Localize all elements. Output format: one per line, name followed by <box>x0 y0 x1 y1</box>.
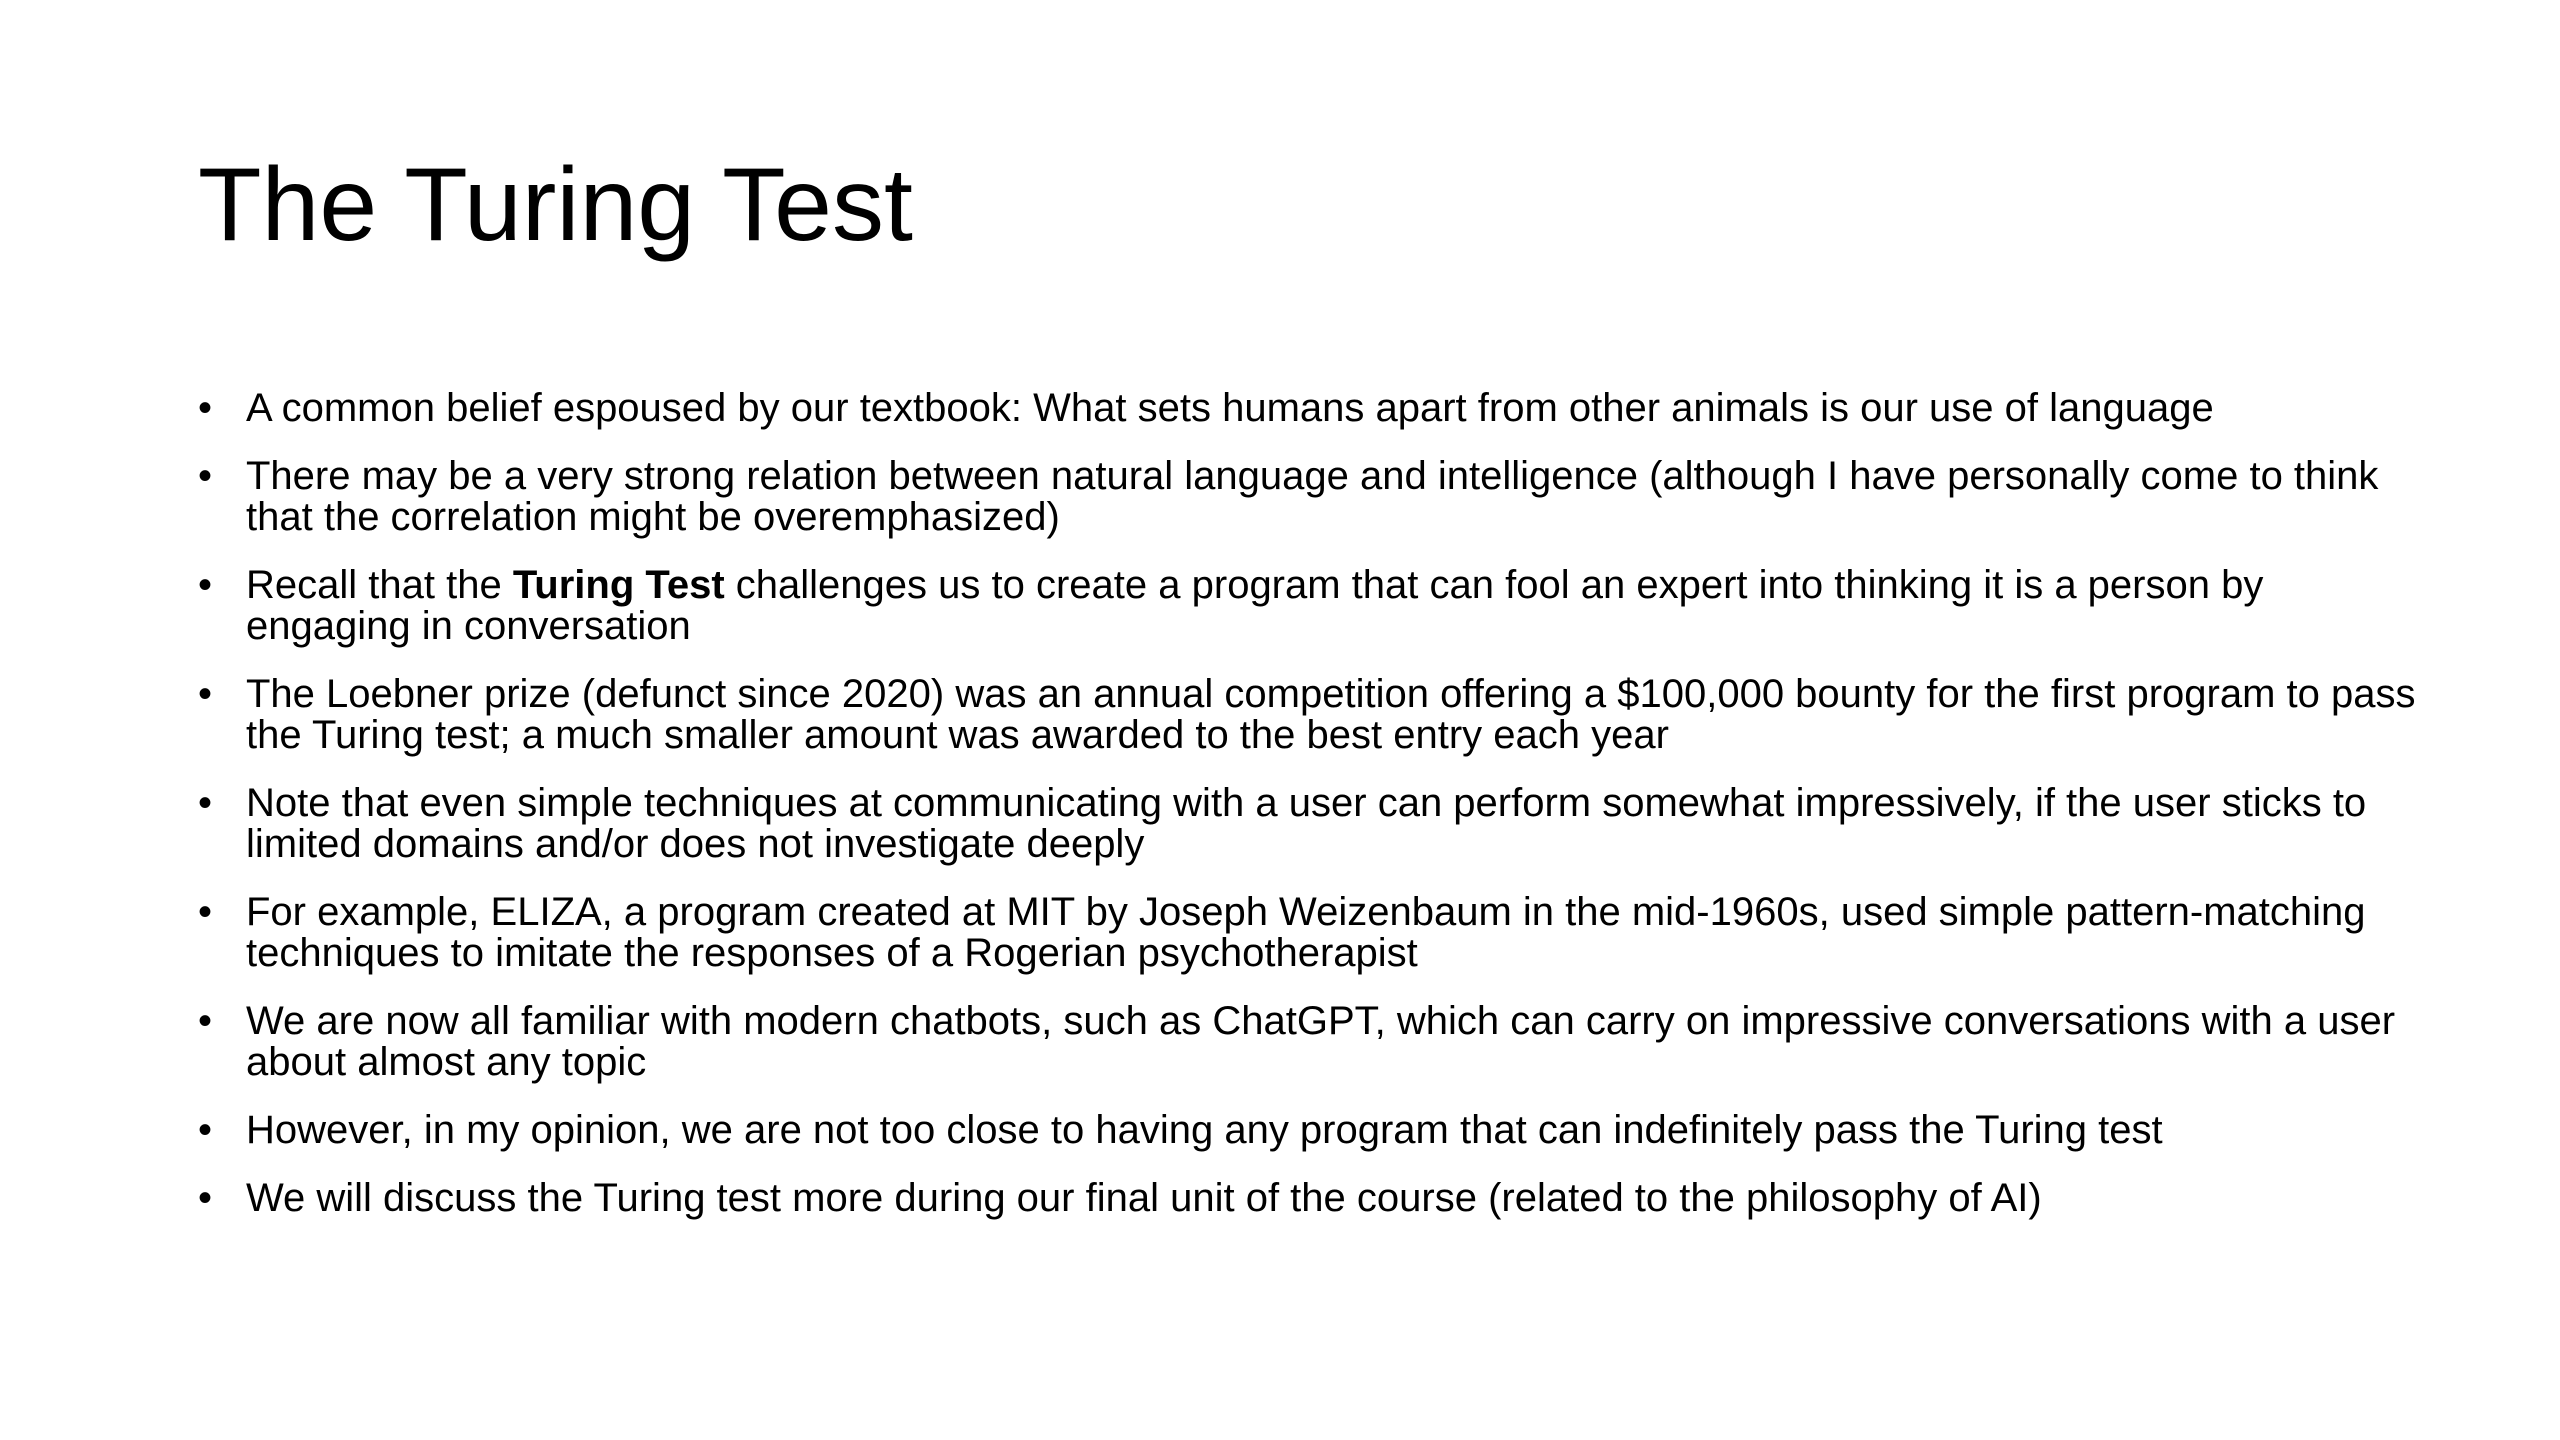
bullet-icon: • <box>198 890 213 934</box>
bullet-text: A common belief espoused by our textbook: What sets humans apart from other animals is our use of language <box>246 386 2214 430</box>
bullet-item <box>198 1178 2418 1219</box>
bullet-text: For example, ELIZA, a program created at MIT by Joseph Weizenbaum in the mid-1960s, used simple pattern-matching techniques to imitate the responses of a Rogerian psychotherapist <box>246 890 2366 975</box>
bullet-text: The Loebner prize (defunct since 2020) was an annual competition offering a $100,000 bounty for the first program to pass the Turing test; a much smaller amount was awarded to the best entry each year <box>246 672 2416 757</box>
bullet-icon: • <box>198 1176 213 1220</box>
bullet-icon: • <box>198 386 213 430</box>
bullet-text: There may be a very strong relation between natural language and intelligence (although I have personally come to think that the correlation might be overemphasized) <box>246 454 2379 539</box>
bullet-item <box>198 783 2418 865</box>
slide-title: The Turing Test <box>198 147 913 263</box>
bullet-item <box>198 565 2418 647</box>
bullet-text-bold: Turing Test <box>512 563 725 607</box>
bullet-text: We are now all familiar with modern chatbots, such as ChatGPT, which can carry on impressive conversations with a user about almost any topic <box>246 999 2396 1084</box>
bullet-item <box>198 456 2418 538</box>
bullet-text-before: Recall that the <box>246 563 513 607</box>
bullet-icon: • <box>198 454 213 498</box>
bullet-icon: • <box>198 1108 213 1152</box>
bullet-icon: • <box>198 781 213 825</box>
bullet-list <box>198 388 2418 1246</box>
bullet-item <box>198 674 2418 756</box>
bullet-item <box>198 1001 2418 1083</box>
bullet-icon: • <box>198 563 213 607</box>
bullet-item <box>198 388 2418 429</box>
bullet-icon: • <box>198 672 213 716</box>
bullet-item <box>198 1110 2418 1151</box>
bullet-text: We will discuss the Turing test more during our final unit of the course (related to the philosophy of AI) <box>246 1176 2042 1220</box>
bullet-item <box>198 892 2418 974</box>
bullet-text: However, in my opinion, we are not too close to having any program that can indefinitely pass the Turing test <box>246 1108 2163 1152</box>
bullet-text: Note that even simple techniques at communicating with a user can perform somewhat impressively, if the user sticks to limited domains and/or does not investigate deeply <box>246 781 2367 866</box>
bullet-text-after: challenges us to create a program that can fool an expert into thinking it is a person by engaging in conversation <box>246 563 2264 648</box>
bullet-icon: • <box>198 999 213 1043</box>
